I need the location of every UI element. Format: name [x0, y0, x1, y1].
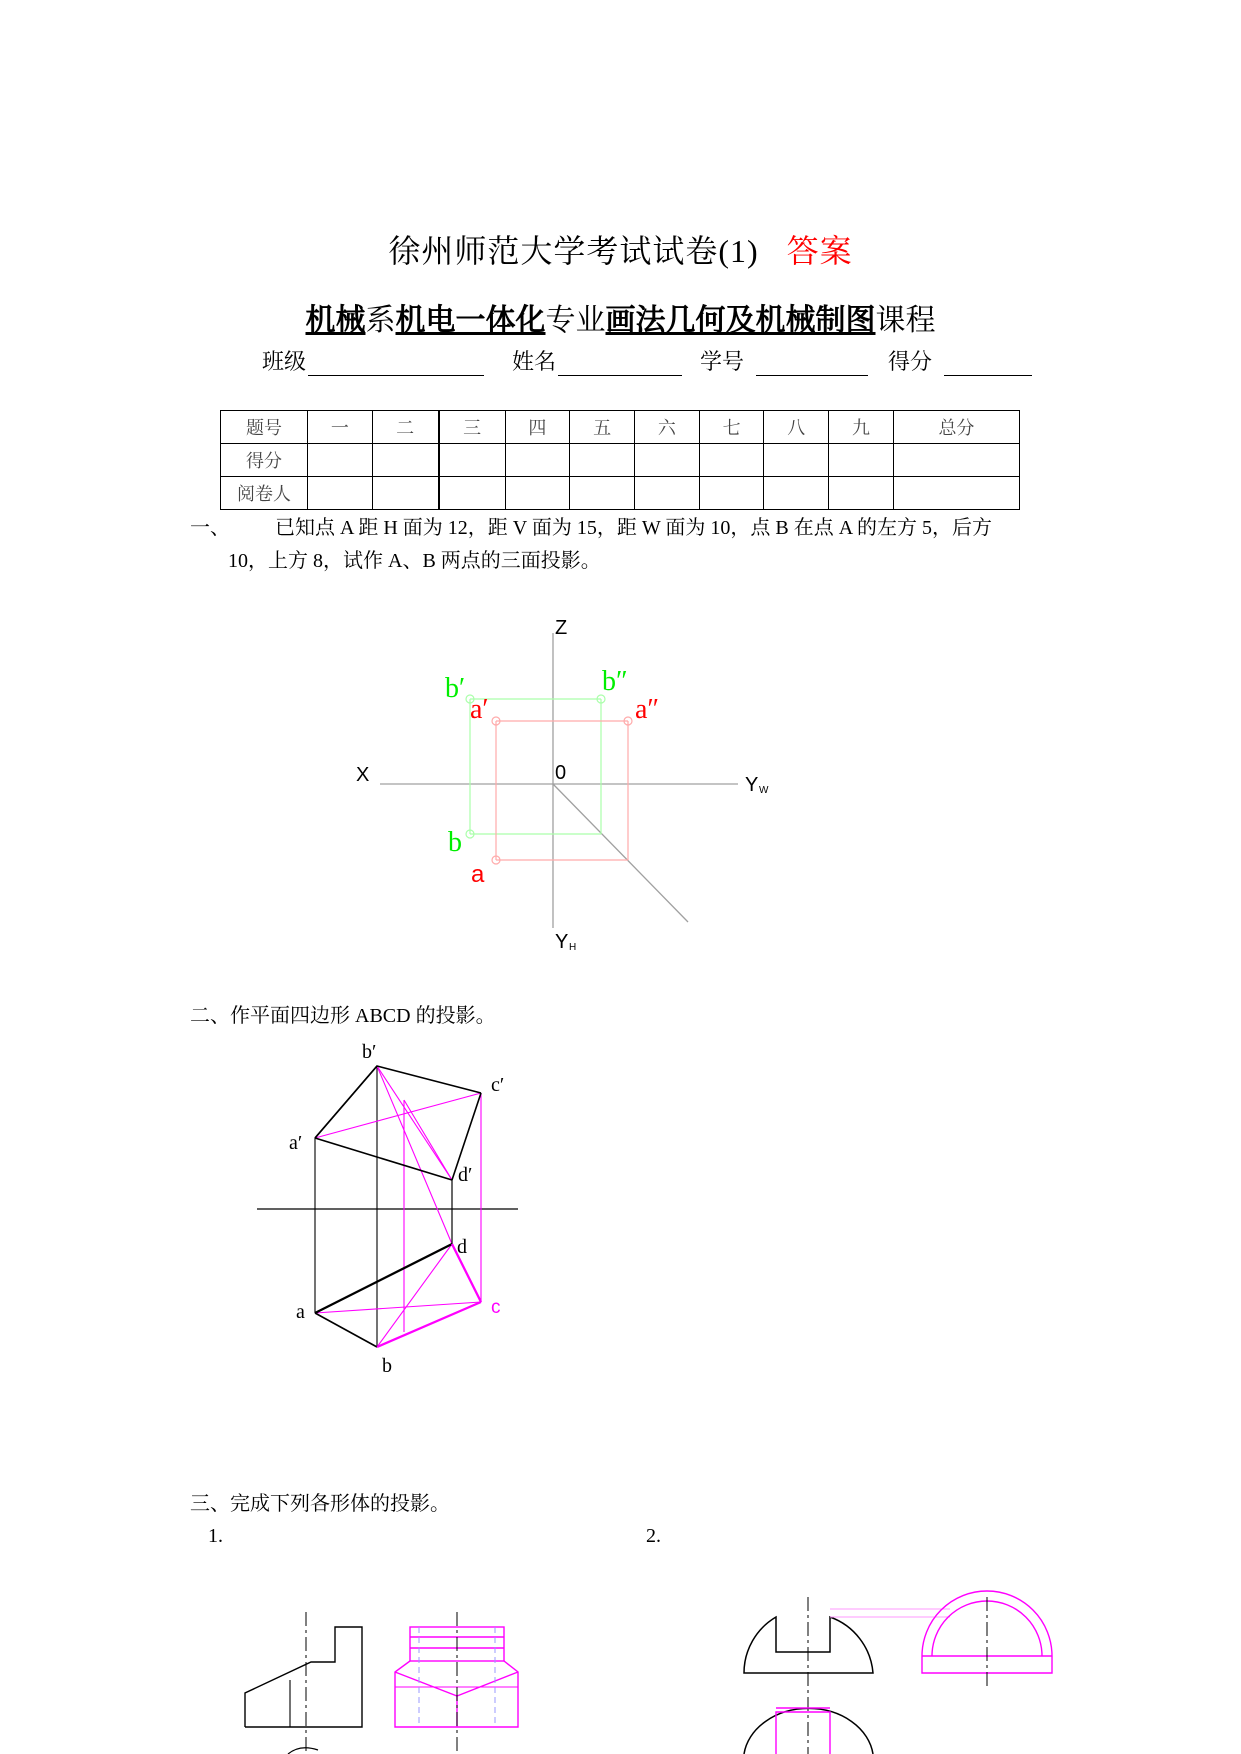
question1-text-line2: 10，上方 8，试作 A、B 两点的三面投影。	[228, 550, 601, 572]
label-c: c	[491, 1297, 501, 1318]
table-cell: 八	[764, 411, 829, 444]
x-axis-label: X	[356, 764, 370, 786]
yw-axis-subscript: W	[759, 785, 769, 796]
answer-label: 答案	[786, 233, 853, 269]
label-b-double-prime: b″	[602, 666, 628, 697]
table-cell: 总分	[893, 411, 1019, 444]
label-d-prime: d′	[458, 1164, 473, 1186]
question1-text-line1: 已知点 A 距 H 面为 12，距 V 面为 15，距 W 面为 10，点 B 在点 A 的左方 5，后方	[275, 517, 993, 539]
table-cell: 四	[505, 411, 570, 444]
department-suffix: 系	[365, 304, 396, 337]
label-b: b	[448, 827, 462, 858]
score-label: 得分	[888, 349, 933, 374]
label-b: b	[382, 1355, 392, 1377]
label-a-double-prime: a″	[635, 694, 660, 725]
course-suffix: 课程	[875, 304, 936, 337]
student-id-label: 学号	[700, 349, 745, 374]
major-name: 机电一体化	[395, 304, 546, 337]
label-c-prime: c′	[491, 1074, 505, 1096]
label-b-prime: b′	[362, 1041, 377, 1063]
question3-item2: 2.	[646, 1525, 661, 1547]
table-cell: 二	[372, 411, 438, 444]
table-cell: 三	[439, 411, 505, 444]
label-d: d	[457, 1236, 467, 1258]
table-cell: 题号	[221, 411, 308, 444]
table-cell: 阅卷人	[221, 477, 308, 510]
table-cell: 五	[570, 411, 635, 444]
label-a: a	[471, 861, 485, 888]
label-a-prime: a′	[470, 694, 489, 725]
table-cell: 九	[829, 411, 894, 444]
shape2-projection-lines	[830, 1609, 950, 1617]
z-axis-label: Z	[555, 617, 568, 639]
department-name: 机械	[305, 304, 366, 337]
course-name: 画法几何及机械制图	[605, 304, 876, 337]
class-label: 班级	[262, 349, 307, 374]
yh-axis-label: Y	[555, 931, 569, 953]
yh-axis-subscript: H	[569, 942, 577, 953]
name-label: 姓名	[512, 349, 557, 374]
label-a-prime: a′	[289, 1132, 303, 1154]
question2-text: 二、作平面四边形 ABCD 的投影。	[190, 1005, 496, 1027]
table-cell: 得分	[221, 444, 308, 477]
question3-item1: 1.	[208, 1525, 223, 1547]
yw-axis-label: Y	[745, 774, 759, 796]
question1-number: 一、	[190, 517, 230, 539]
table-cell: 六	[635, 411, 700, 444]
major-suffix: 专业	[545, 304, 606, 337]
origin-label: 0	[555, 762, 567, 784]
table-cell: 七	[699, 411, 764, 444]
question3-text: 三、完成下列各形体的投影。	[190, 1493, 450, 1515]
table-cell: 一	[308, 411, 373, 444]
label-a: a	[296, 1301, 305, 1323]
exam-title-text: 徐州师范大学考试试卷(1)	[388, 233, 759, 269]
label-b-prime: b′	[445, 673, 466, 704]
